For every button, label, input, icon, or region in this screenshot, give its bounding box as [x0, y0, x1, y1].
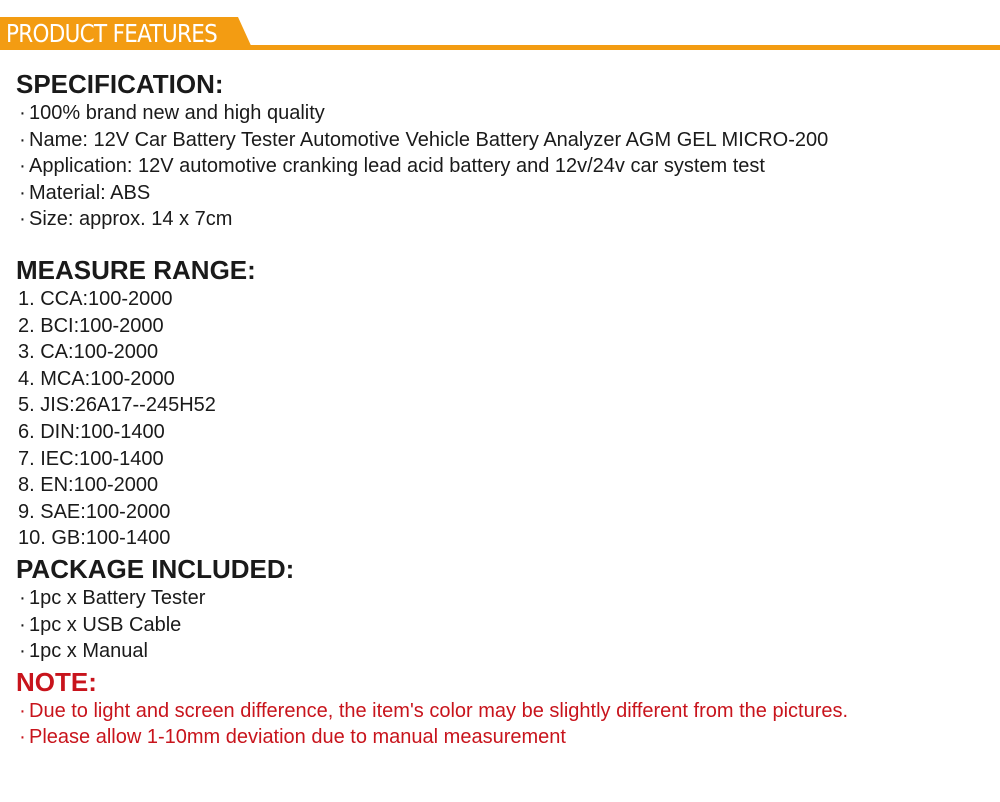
bullet-icon: ·: [19, 155, 26, 178]
section-banner: [0, 0, 1000, 52]
bullet-icon: ·: [19, 699, 26, 722]
banner-title: PRODUCT FEATURES: [6, 19, 218, 48]
list-item: · Application: 12V automotive cranking lead acid battery and 12v/24v car system test: [16, 153, 986, 180]
note-list: [16, 698, 986, 751]
measure-range-heading: MEASURE RANGE:: [16, 254, 256, 285]
list-item: 7. IEC:100-1400: [18, 447, 164, 470]
list-item: · 100% brand new and high quality: [16, 100, 986, 127]
package-list: [16, 585, 986, 665]
bullet-icon: ·: [19, 208, 26, 231]
list-item: · Name: 12V Car Battery Tester Automotive Vehicle Battery Analyzer AGM GEL MICRO-200: [16, 127, 986, 154]
list-item: 6. DIN:100-1400: [18, 420, 165, 443]
list-item: · Size: approx. 14 x 7cm: [16, 206, 986, 233]
bullet-icon: ·: [19, 586, 26, 609]
list-item: · 1pc x Battery Tester: [16, 585, 986, 612]
bullet-icon: ·: [19, 181, 26, 204]
list-item: 10. GB:100-1400: [18, 527, 171, 550]
measure-range-list: [16, 286, 986, 552]
list-item: 3. CA:100-2000: [18, 341, 159, 364]
list-item: · Due to light and screen difference, the item's color may be slightly different from the pictures.: [16, 698, 986, 725]
list-item: · 1pc x USB Cable: [16, 612, 986, 639]
list-item: · Material: ABS: [16, 180, 986, 207]
list-item: · 1pc x Manual: [16, 638, 986, 665]
specification-heading: SPECIFICATION:: [16, 69, 224, 99]
bullet-icon: ·: [19, 640, 26, 663]
list-item: 9. SAE:100-2000: [18, 500, 171, 523]
package-included-heading: PACKAGE INCLUDED:: [16, 553, 295, 584]
bullet-icon: ·: [19, 128, 26, 151]
list-item: 1. CCA:100-2000: [18, 287, 173, 310]
list-item: 5. JIS:26A17--245H52: [18, 394, 216, 417]
bullet-icon: ·: [19, 613, 26, 636]
list-item: · Please allow 1-10mm deviation due to manual measurement: [16, 724, 986, 751]
specification-list: [16, 100, 986, 233]
note-heading: NOTE:: [16, 666, 97, 697]
bullet-icon: ·: [19, 726, 26, 749]
list-item: 8. EN:100-2000: [18, 474, 159, 497]
list-item: 4. MCA:100-2000: [18, 367, 175, 390]
bullet-icon: ·: [19, 102, 26, 124]
features-content: [16, 68, 986, 751]
list-item: 2. BCI:100-2000: [18, 314, 164, 337]
